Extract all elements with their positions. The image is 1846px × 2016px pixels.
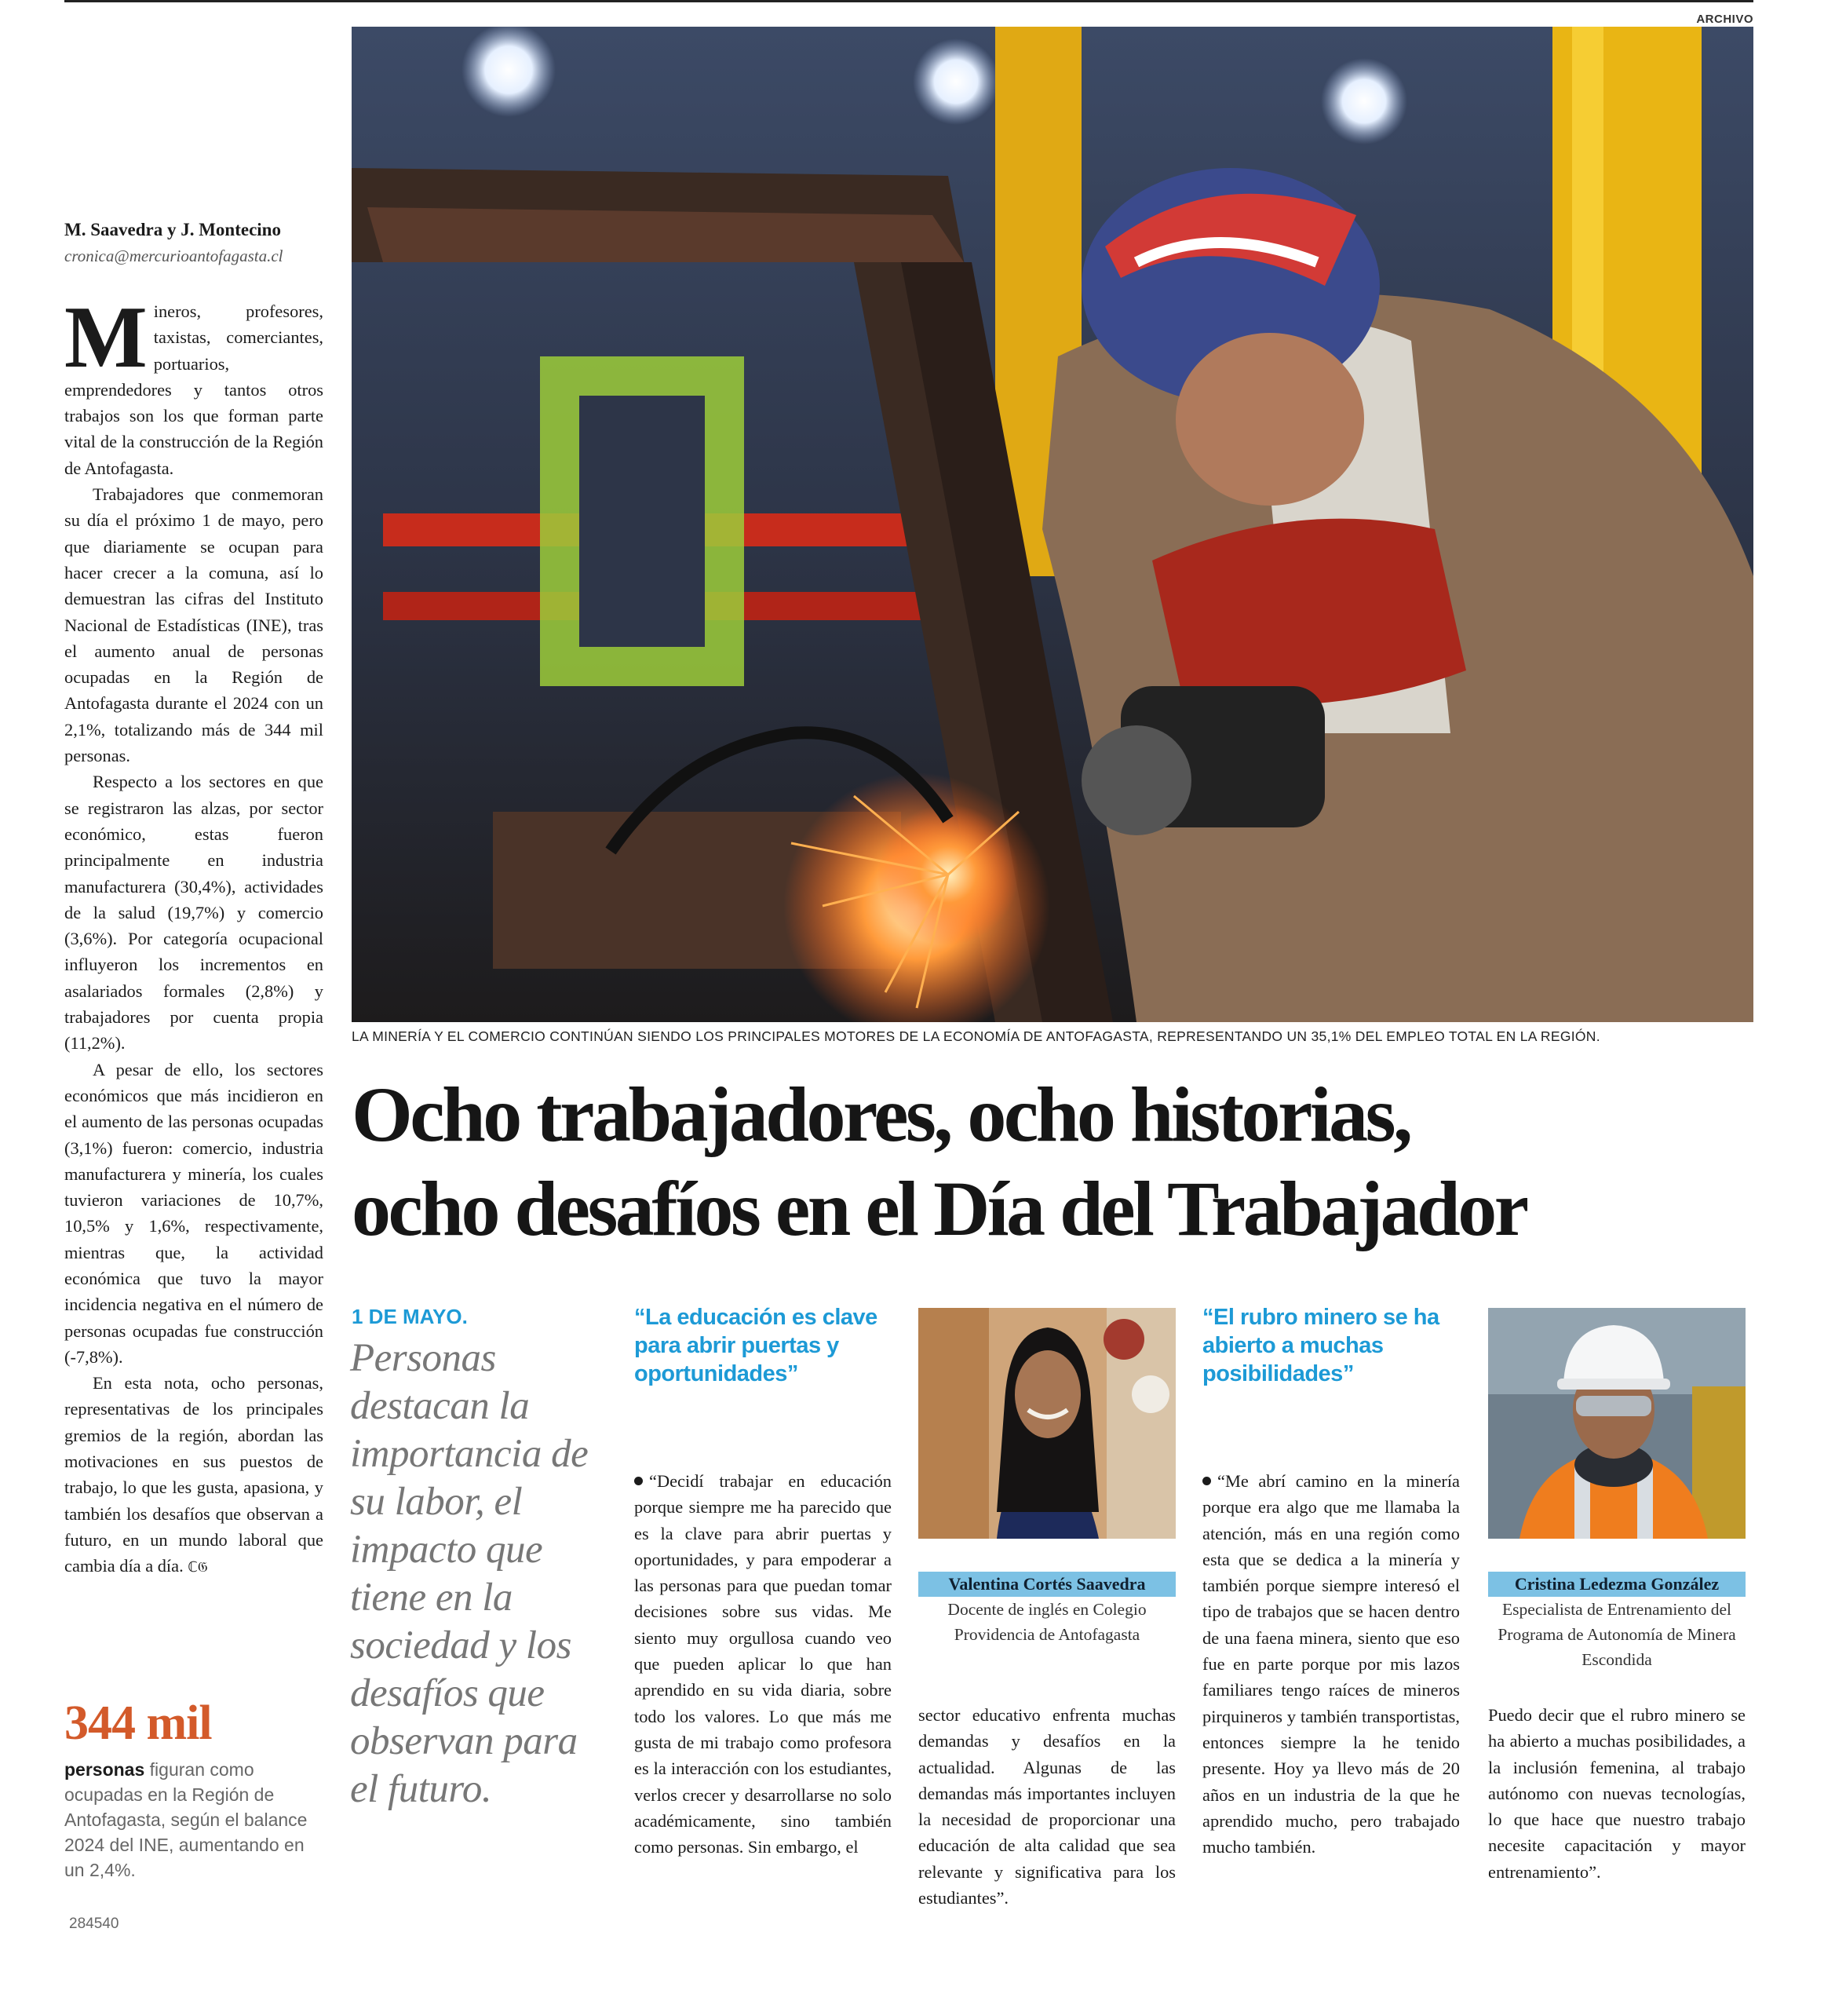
end-mark: ℂ𝔊 [188,1559,208,1576]
profile2-text-a: “Me abrí camino en la minería porque era algo que me llamaba la atención, más en una región como esta que se dedica a la minería y también porque siempre interesó el tipo de trabajos que se hacen dentro de una faena minera, siento que eso fue en parte porque por mis lazos familiares tengo raíces de mineros pirquineros y también transportistas, entonces siempre la he tenido presente. Hoy ya llevo más de 20 años en un industria de la que he aprendido mucho, pero trabajado mucho también. [1202,1471,1460,1857]
headline-line-2: ocho desafíos en el Día del Trabajador [352,1165,1527,1252]
profile1-portrait [918,1308,1176,1539]
profile1-name: Valentina Cortés Saavedra [918,1572,1176,1597]
paragraph-1: Mineros, profesores, taxistas, comerciantes, portuarios, emprendedores y tantos otros trabajos son los que forman parte vital de la construcción de la Región de Antofagasta. [64,289,323,478]
profile2-quote: “El rubro minero se ha abierto a muchas posibilidades” [1202,1305,1439,1386]
paragraph-4: A pesar de ello, los sectores económicos que más incidieron en el aumento de las personas ocupadas (3,1%) fueron: comercio, industria manufacturera y minería, los cuales tuvieron variaciones de 10,7%, 10,5% y 1,6%, respectivamente, mientras que, la actividad económica que tuvo la mayor incidencia negativa en el número de personas ocupadas fue construcción (-7,8%). [64,1059,323,1367]
deck-text: Personas destacan la importancia de su labor, el impacto que tiene en la sociedad y los desafíos que observan para el futuro. [350,1336,589,1811]
paragraph-3: Respecto a los sectores en que se registraron las alzas, por sector económico, estas fueron principalmente en industria manufacturera (30,4%), actividades de la salud (19,7%) y comercio (3,6%). Por categoría ocupacional influyeron los incrementos en asalariados formales (2,8%) y trabajadores por cuenta propia (11,2%). [64,772,323,1054]
profile1-role: Docente de inglés en Colegio Providencia de Antofagasta [947,1600,1147,1644]
headline [352,1068,1764,1256]
bullet-icon [634,1477,643,1485]
profile2-portrait [1488,1308,1746,1539]
photo-caption: LA MINERÍA Y EL COMERCIO CONTINÚAN SIENDO LOS PRINCIPALES MOTORES DE LA ECONOMÍA DE ANTOFAGASTA, REPRESENTANDO UN 35,1% DEL EMPLEO TOTAL EN LA REGIÓN. [352,1028,1600,1044]
profile1-quote: “La educación es clave para abrir puertas y oportunidades” [634,1305,877,1386]
stat-bold: personas [64,1759,145,1780]
bullet-icon [1202,1477,1211,1485]
profile2-name: Cristina Ledezma González [1488,1572,1746,1597]
paragraph-5: En esta nota, ocho personas, representativas de los principales gremios de la región, abordan las motivaciones en sus puestos de trabajo, lo que les gusta, apasiona, y también los desafíos que observan a futuro, en un mundo laboral que cambia día a día. ℂ𝔊 [64,1373,323,1576]
profile2-text-b: Puedo decir que el rubro minero se ha abierto a muchas posibilidades, a la inclusión femenina, al trabajo autónomo con nuevas tecnologías, lo que hace que nuestro trabajo necesite capacitación y mayor entrenamiento”. [1488,1705,1746,1882]
paragraph-2: Trabajadores que conmemoran su día el próximo 1 de mayo, pero que diariamente se ocupan para hacer crecer a la comuna, así lo demuestran las cifras del Instituto Nacional de Estadísticas (INE), tras el aumento anual de personas ocupadas en la Región de Antofagasta durante el 2024 con un 2,1%, totalizando más de 344 mil personas. [64,484,323,766]
main-photo [352,27,1753,1022]
photo-credit: ARCHIVO [1696,13,1753,26]
page-code: 284540 [69,1916,119,1932]
kicker: 1 DE MAYO. [352,1305,468,1328]
profile1-text-b: sector educativo enfrenta muchas demandas y desafíos en la actualidad. Algunas de las demandas más importantes incluyen la necesidad de proporcionar una educación de alta calidad que sea relevante y significativa para los estudiantes”. [918,1705,1176,1908]
profile2-role: Especialista de Entrenamiento del Programa de Autonomía de Minera Escondida [1498,1600,1736,1669]
top-rule [64,0,1753,2]
woman-miner-portrait [1488,1308,1746,1539]
byline-authors: M. Saavedra y J. Montecino [64,220,281,239]
woman-teacher-portrait [918,1308,1176,1539]
headline-line-1: Ocho trabajadores, ocho historias, [352,1071,1410,1158]
welder-photo-illustration [352,27,1753,1022]
main-article-text [64,289,323,1581]
byline-email[interactable]: cronica@mercurioantofagasta.cl [64,247,283,265]
profile1-text-a: “Decidí trabajar en educación porque siempre me ha parecido que es la clave para abrir puertas y oportunidades, y para empoderar a las personas para que puedan tomar decisiones sobre sus vidas. Me siento muy orgullosa cuando veo que pueden aplicar lo que han aprendido en su vida diaria, sobre todo los valores. Lo que más me gusta de mi trabajo como profesora es la interacción con los estudiantes, verlos crecer y desarrollarse no solo académicamente, sino también como personas. Sin embargo, el [634,1471,892,1857]
stat-description: personas figuran como ocupadas en la Región de Antofagasta, según el balance 2024 del INE, aumentando en un 2,4%. [64,1759,308,1880]
drop-cap: M [64,289,148,386]
stat-number: 344 mil [64,1696,212,1750]
